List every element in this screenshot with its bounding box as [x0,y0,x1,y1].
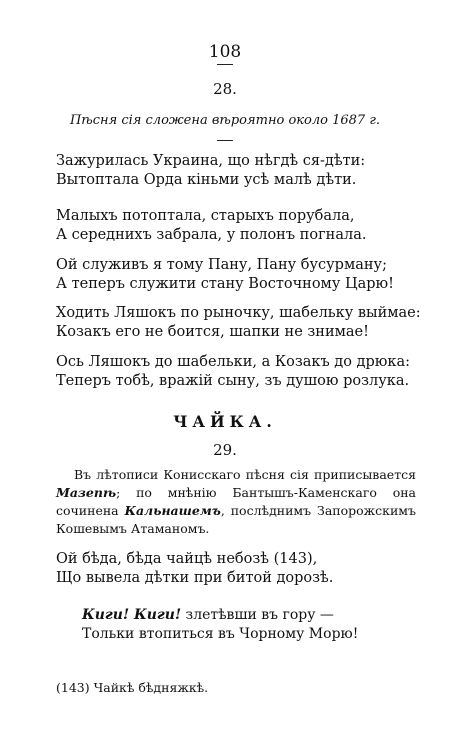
stanza [56,152,426,190]
song-heading: Пѣсня сія сложена вѣроятно около 1687 г. [69,113,381,128]
verse-line: Малыхъ потоптала, старыхъ порубала, [56,208,355,224]
refrain [82,606,358,644]
footnote: (143) Чайкѣ бѣдняжкѣ. [56,680,209,695]
verse-line: А теперъ служити стану Восточному Царю! [56,276,394,292]
stanza [56,550,426,588]
song-title: ЧАЙКА. [173,412,277,431]
verse-line: Ходить Ляшокъ по рыночку, шабельку выймае: [56,305,421,321]
stanza [56,207,426,245]
verse-line: Вытоптала Орда кіньми усѣ малѣ дѣти. [56,172,357,188]
stanza [56,256,426,294]
verse-line: Ой бѣда, бѣда чайцѣ небозѣ (143), [56,551,318,567]
verse-line: Ось Ляшокъ до шабельки, а Козакъ до дрюка: [56,354,410,370]
page-number: 108 [208,42,242,62]
verse-line: Теперъ тобѣ, вражій сыну, зъ душою розлука. [56,373,410,389]
verse-line: Козакъ его не боится, шапки не знимае! [56,324,369,340]
divider [0,64,450,65]
editorial-note: Въ лѣтописи Конисскаго пѣсня сія приписывается Мазепѣ; по мнѣнію Бантышъ-Каменскаго она сочинена Кальнашемъ, послѣднимъ Запорожскимъ Кошевымъ Атаманомъ. [56,467,416,536]
song-number: 29. [213,441,237,459]
song-number: 28. [213,80,237,98]
divider [0,140,450,141]
verse-line: А середнихъ забрала, у полонъ погнала. [56,227,367,243]
verse-line: Ой служивъ я тому Пану, Пану бусурману; [56,257,387,273]
note-name-kalnash: Кальнашемъ [124,503,221,518]
verse-line: Зажурилась Украина, що нѣгдѣ ся-дѣти: [56,153,366,169]
stanza [56,304,426,342]
verse-line: Тольки втопиться въ Чорному Морю! [82,626,359,642]
verse-line: Киги! Киги! злетѣвши въ гору — [82,607,334,623]
stanza [56,353,426,391]
note-name-mazepa: Мазепѣ [56,485,117,500]
verse-line: Що вывела дѣтки при битой дорозѣ. [56,570,334,586]
